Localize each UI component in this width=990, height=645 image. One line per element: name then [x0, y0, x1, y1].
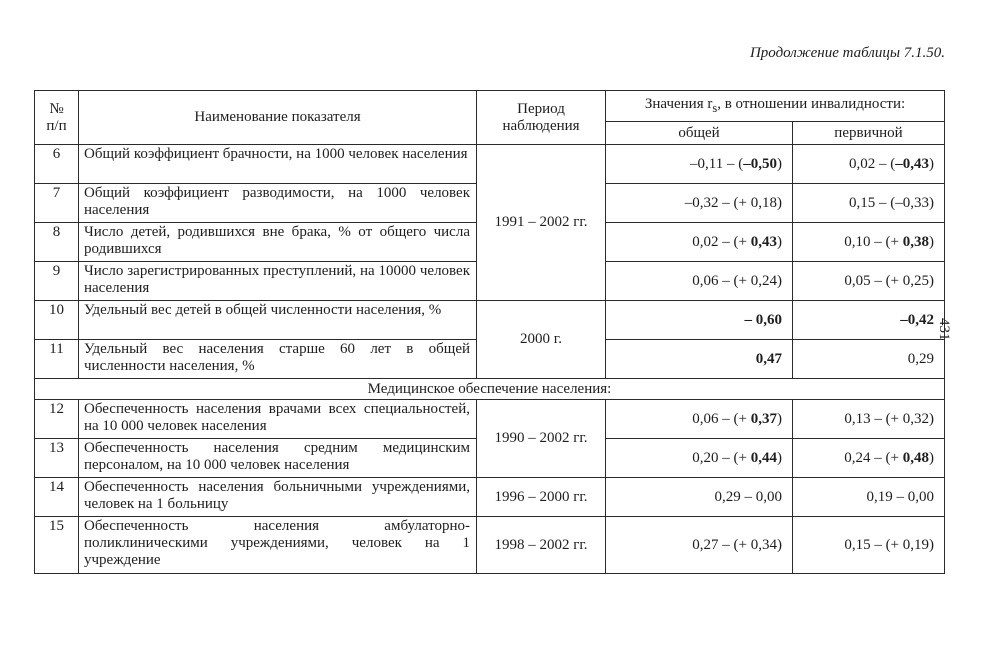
header-total: общей [606, 122, 793, 145]
value-primary: –0,42 [793, 301, 945, 340]
value-primary: 0,10 – (+ 0,38) [793, 223, 945, 262]
table-caption: Продолжение таблицы 7.1.50. [749, 45, 945, 61]
row-number: 13 [35, 439, 79, 478]
value-primary: 0,19 – 0,00 [793, 478, 945, 517]
value-total: –0,32 – (+ 0,18) [606, 184, 793, 223]
value-primary: 0,02 – (–0,43) [793, 145, 945, 184]
row-name: Число детей, родившихся вне брака, % от общего числа родившихся [79, 223, 477, 262]
row-period: 2000 г. [477, 301, 606, 379]
value-primary: 0,15 – (–0,33) [793, 184, 945, 223]
row-number: 14 [35, 478, 79, 517]
value-primary: 0,15 – (+ 0,19) [793, 517, 945, 574]
row-number: 10 [35, 301, 79, 340]
value-primary: 0,29 [793, 340, 945, 379]
value-total: – 0,60 [606, 301, 793, 340]
row-number: 12 [35, 400, 79, 439]
header-values-sub: s [712, 100, 718, 115]
row-name: Число зарегистрированных преступлений, на 10000 человек населения [79, 262, 477, 301]
row-number: 11 [35, 340, 79, 379]
header-values-tail: , в отношении инвалидности: [717, 95, 906, 112]
row-name: Обеспеченность населения амбулаторно-поликлиническими учреждениями, человек на 1 учреждение [79, 517, 477, 574]
header-num [35, 91, 79, 145]
value-total: 0,27 – (+ 0,34) [606, 517, 793, 574]
header-num-line2: п/п [46, 117, 67, 134]
value-primary: 0,13 – (+ 0,32) [793, 400, 945, 439]
row-name: Обеспеченность населения врачами всех специальностей, на 10 000 человек населения [79, 400, 477, 439]
data-table [34, 90, 945, 574]
value-total: –0,11 – (–0,50) [606, 145, 793, 184]
row-name: Удельный вес населения старше 60 лет в общей численности населения, % [79, 340, 477, 379]
header-values-group [606, 91, 945, 122]
row-name: Удельный вес детей в общей численности населения, % [79, 301, 477, 340]
row-period: 1990 – 2002 гг. [477, 400, 606, 478]
value-primary: 0,24 – (+ 0,48) [793, 439, 945, 478]
row-number: 7 [35, 184, 79, 223]
row-name: Общий коэффициент разводимости, на 1000 человек населения [79, 184, 477, 223]
row-period: 1998 – 2002 гг. [477, 517, 606, 574]
value-total: 0,06 – (+ 0,24) [606, 262, 793, 301]
table-row [35, 517, 945, 574]
value-total: 0,29 – 0,00 [606, 478, 793, 517]
row-name: Обеспеченность населения средним медицинским персоналом, на 10 000 человек населения [79, 439, 477, 478]
section-row [35, 379, 945, 400]
value-total: 0,20 – (+ 0,44) [606, 439, 793, 478]
row-name: Обеспеченность населения больничными учреждениями, человек на 1 больницу [79, 478, 477, 517]
section-title: Медицинское обеспечение населения: [35, 379, 945, 400]
value-total: 0,02 – (+ 0,43) [606, 223, 793, 262]
header-values-main: Значения r [644, 95, 713, 112]
page-number: 431 [936, 318, 952, 341]
value-primary: 0,05 – (+ 0,25) [793, 262, 945, 301]
table-row [35, 145, 945, 184]
header-primary: первичной [793, 122, 945, 145]
row-number: 6 [35, 145, 79, 184]
row-number: 9 [35, 262, 79, 301]
header-period [477, 91, 606, 145]
table-row [35, 301, 945, 340]
row-period: 1996 – 2000 гг. [477, 478, 606, 517]
header-period-line1: Период [517, 100, 565, 117]
table-row [35, 478, 945, 517]
row-name: Общий коэффициент брачности, на 1000 человек населения [79, 145, 477, 184]
row-number: 8 [35, 223, 79, 262]
header-num-line1: № [49, 100, 64, 117]
value-total: 0,47 [606, 340, 793, 379]
header-name: Наименование показателя [79, 91, 477, 145]
header-period-line2: наблюдения [502, 117, 580, 134]
value-total: 0,06 – (+ 0,37) [606, 400, 793, 439]
row-period: 1991 – 2002 гг. [477, 145, 606, 301]
table-row [35, 400, 945, 439]
row-number: 15 [35, 517, 79, 574]
